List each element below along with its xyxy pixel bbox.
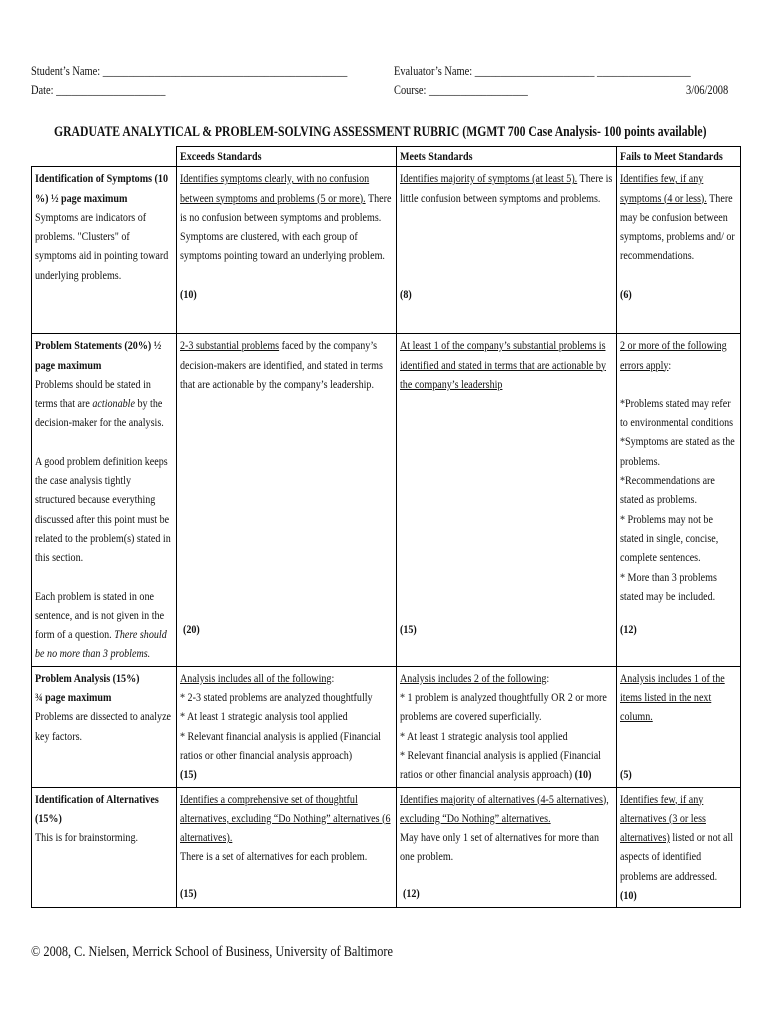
meets-item: * Relevant financial analysis is applied (Financial ratios or other financial analysis approach) <box>400 747 601 782</box>
student-name-field: Student’s Name: _______________________________________________ <box>31 64 348 78</box>
fails-points: (12) <box>620 622 637 637</box>
criterion-description: Problems are dissected to analyze key factors. <box>35 709 172 743</box>
exceeds-text: There is a set of alternatives for each problem. <box>180 849 368 864</box>
fails-key-text: 2 or more of the following errors apply <box>620 338 727 372</box>
column-header-exceeds <box>177 147 397 167</box>
criterion-description-part: by the decision-maker for the analysis. <box>35 396 164 430</box>
meets-points: (10) <box>574 767 592 782</box>
meets-cell: Analysis includes 2 of the following: * 1 problem is analyzed thoughtfully OR 2 or more problems are covered superficially. * At least 1 strategic analysis tool applied * Relevant financial analysis is applied (Financial ratios or other financial analysis approach) (10) <box>397 666 617 787</box>
fails-item: *Recommendations are stated as problems. <box>620 473 715 507</box>
exceeds-key-text: Analysis includes all of the following <box>180 670 332 685</box>
exceeds-item: * At least 1 strategic analysis tool applied <box>180 709 348 724</box>
exceeds-key-text: 2-3 substantial problems <box>180 338 280 353</box>
criterion-title: Identification of Alternatives (15%) <box>35 791 159 825</box>
exceeds-cell <box>177 334 397 666</box>
meets-item: * At least 1 strategic analysis tool applied <box>400 728 568 743</box>
criterion-description: Symptoms are indicators of problems. "Clusters" of symptoms aid in pointing toward underlying problems. <box>35 209 169 282</box>
fails-item: * Problems may not be stated in single, concise, complete sentences. <box>620 511 719 565</box>
exceeds-text: There is no confusion between symptoms and problems. Symptoms are clustered, with each group of symptoms pointing toward an underlying problem. <box>180 190 392 263</box>
fails-cell <box>617 666 741 787</box>
criterion-title: Identification of Symptoms (10 %) ½ page maximum <box>35 171 169 205</box>
fails-cell <box>617 167 741 334</box>
rubric-title: GRADUATE ANALYTICAL & PROBLEM-SOLVING ASSESSMENT RUBRIC (MGMT 700 Case Analysis- 100 points available) <box>54 124 707 140</box>
meets-cell <box>397 167 617 334</box>
criterion-description: This is for brainstorming. <box>35 830 139 845</box>
empty-corner-cell <box>32 147 177 167</box>
meets-points: (12) <box>403 885 420 900</box>
exceeds-cell: Analysis includes all of the following: * 2-3 stated problems are analyzed thoughtfully * At least 1 strategic analysis tool applied * Relevant financial analysis is applied (Financial ratios or other financial analysis approach) (15) <box>177 666 397 787</box>
fails-cell <box>617 787 741 908</box>
meets-text: There is little confusion between symptoms and problems. <box>400 171 613 205</box>
fails-colon: : <box>668 357 672 372</box>
document-date: 3/06/2008 <box>686 83 729 97</box>
fails-item: * More than 3 problems stated may be included. <box>620 569 717 603</box>
fails-key-text: Identifies few, if any symptoms (4 or less). <box>620 171 707 205</box>
exceeds-cell <box>177 787 397 908</box>
rubric-table <box>31 146 741 908</box>
column-header-fails <box>617 147 741 167</box>
fails-item: *Symptoms are stated as the problems. <box>620 434 735 468</box>
fails-item: *Problems stated may refer to environmental conditions <box>620 395 734 430</box>
meets-key-text: At least 1 of the company’s substantial problems is identified and stated in terms that are actionable by the company’s leadership <box>400 338 607 391</box>
criterion-description-part: Each problem is stated in one sentence, and is not given in the form of a question. <box>35 588 165 642</box>
criterion-cell <box>32 334 177 666</box>
meets-points: (15) <box>400 622 417 637</box>
meets-key-text: Identifies majority of symptoms (at least 5). <box>400 171 578 186</box>
rubric-row-alternatives <box>32 787 741 908</box>
exceeds-points: (15) <box>180 767 197 782</box>
meets-text: May have only 1 set of alternatives for more than one problem. <box>400 830 600 864</box>
criterion-cell <box>32 787 177 908</box>
exceeds-item: * Relevant financial analysis is applied (Financial ratios or other financial analysis approach) <box>180 728 381 762</box>
criterion-cell <box>32 666 177 787</box>
criterion-description-emphasis: There should be no more than 3 problems. <box>35 627 167 661</box>
column-header-meets <box>397 147 617 167</box>
meets-key-text: Identifies majority of alternatives (4-5 alternatives), excluding “Do Nothing” alternatives. <box>400 791 609 825</box>
rubric-row-problem-analysis <box>32 666 741 787</box>
criterion-description-part: Problems should be stated in terms that are <box>35 376 151 411</box>
exceeds-key-text: Identifies a comprehensive set of thoughtful alternatives, excluding “Do Nothing” alternatives (6 alternatives). <box>180 791 391 845</box>
evaluator-name-field: Evaluator’s Name: _______________________ __________________ <box>394 64 691 78</box>
fails-points: (10) <box>620 888 637 903</box>
rubric-row-problem-statements <box>32 334 741 666</box>
fails-points: (5) <box>620 766 632 781</box>
course-field: Course: ___________________ <box>394 83 528 97</box>
criterion-title: Problem Statements (20%) ½ page maximum <box>35 338 162 372</box>
criterion-description-emphasis: actionable <box>92 396 135 411</box>
meets-cell <box>397 334 617 666</box>
exceeds-cell <box>177 167 397 334</box>
date-field: Date: _____________________ <box>31 83 166 97</box>
exceeds-points: (20) <box>183 622 200 637</box>
fails-text: There may be confusion between symptoms, problems and/ or recommendations. <box>620 190 735 263</box>
fails-key-text: Analysis includes 1 of the items listed in the next column. <box>620 670 725 724</box>
exceeds-item: * 2-3 stated problems are analyzed thoughtfully <box>180 690 373 705</box>
criterion-cell <box>32 167 177 334</box>
rubric-row-symptoms <box>32 167 741 334</box>
column-header-exceeds-label: Exceeds Standards <box>180 149 262 163</box>
exceeds-points: (15) <box>180 885 197 900</box>
exceeds-text: faced by the company’s decision-makers are identified, and stated in terms that are actionable by the company’s leadership. <box>180 338 383 391</box>
criterion-page-limit: ¾ page maximum <box>35 690 112 705</box>
column-header-meets-label: Meets Standards <box>400 149 473 163</box>
fails-text: listed or not all aspects of identified problems are addressed. <box>620 830 734 883</box>
fails-cell <box>617 334 741 666</box>
meets-points: (8) <box>400 287 412 302</box>
exceeds-points: (10) <box>180 287 197 302</box>
criterion-title: Problem Analysis (15%) <box>35 670 140 685</box>
meets-item: * 1 problem is analyzed thoughtfully OR 2 or more problems are covered superficially. <box>400 690 607 724</box>
exceeds-key-text: Identifies symptoms clearly, with no confusion between symptoms and problems (5 or more). <box>180 171 370 205</box>
criterion-description-paragraph: A good problem definition keeps the case analysis tightly structured because everything discussed after this point must be related to the problem(s) stated in this section. <box>35 453 171 565</box>
column-header-row <box>32 147 741 167</box>
copyright-footer: © 2008, C. Nielsen, Merrick School of Business, University of Baltimore <box>31 944 393 960</box>
fails-key-text: Identifies few, if any alternatives (3 or less alternatives) <box>620 791 706 845</box>
column-header-fails-label: Fails to Meet Standards <box>620 149 723 163</box>
meets-key-text: Analysis includes 2 of the following <box>400 670 547 685</box>
meets-cell <box>397 787 617 908</box>
fails-points: (6) <box>620 287 632 302</box>
